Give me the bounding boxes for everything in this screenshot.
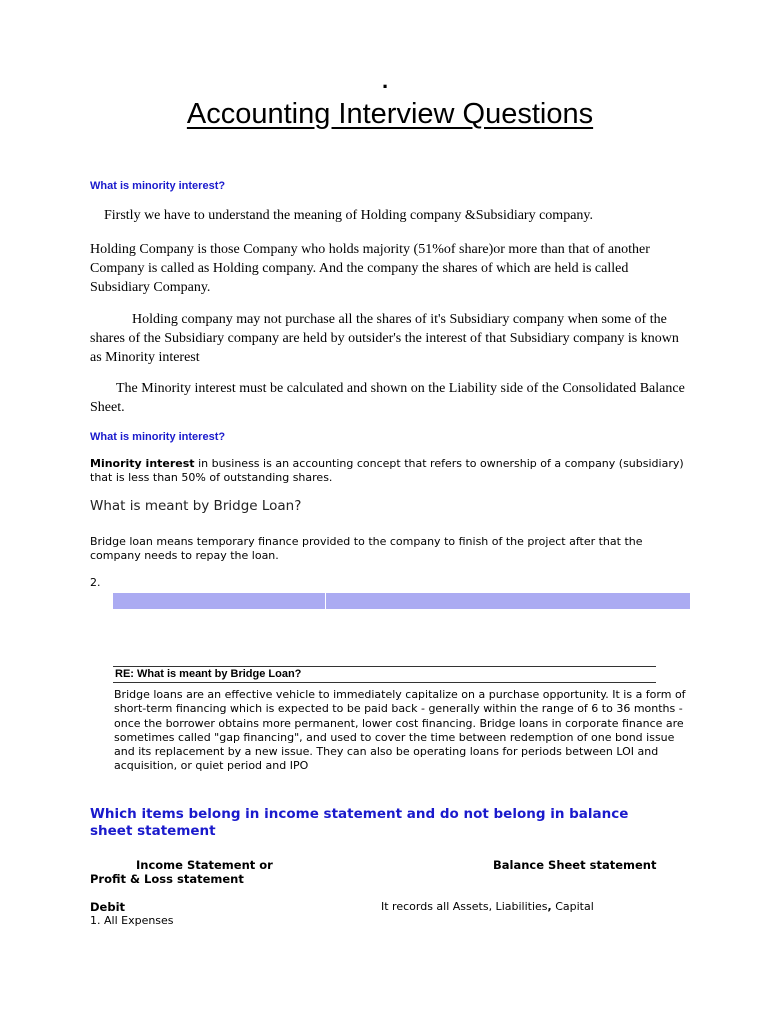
- bridge-loan-heading: What is meant by Bridge Loan?: [90, 498, 302, 514]
- paragraph-minority-interest: Holding company may not purchase all the shares of it's Subsidiary company when some of the shares of the Subsidiary company are held by outsider's the interest of that Subsidiary company is known as Minority interest: [90, 312, 679, 365]
- records-separator: ,: [547, 900, 552, 913]
- paragraph-holding-company: Holding Company is those Company who holds majority (51%of share)or more than that of another Company is called as Holding company. And the company the shares of which are held is called Subsidiary Company.: [90, 242, 650, 295]
- debit-label: Debit: [90, 900, 126, 914]
- records-prefix: It records all Assets, Liabilities: [381, 900, 548, 913]
- minority-interest-definition: [90, 457, 690, 485]
- reply-bottom-rule: [113, 682, 656, 683]
- question-minority-interest-1: What is minority interest?: [90, 180, 226, 192]
- balance-sheet-label: Balance Sheet statement: [493, 858, 657, 872]
- bridge-loan-answer: Bridge loan means temporary finance provided to the company to finish of the project after that the company needs to repay the loan.: [90, 535, 643, 562]
- page-title: Accounting Interview Questions: [186, 98, 594, 130]
- income-statement-label: Income Statement or: [136, 858, 273, 872]
- reply-body: Bridge loans are an effective vehicle to immediately capitalize on a purchase opportunity. It is a form of short-term financing which is expected to be paid back - generally within the range of 6 to 36 months - once the borrower obtains more permanent, lower cost financing. Bridge loans in corporate finance are sometimes called "gap financing", and used to cover the time between redemption of one bond issue and its replacement by a new issue. They can also be operating loans for periods between LOI and acquisition, or quiet period and IPO: [114, 688, 686, 773]
- paragraph-consolidated: The Minority interest must be calculated and shown on the Liability side of the Consolidated Balance Sheet.: [90, 381, 685, 415]
- list-marker: 2.: [90, 576, 101, 589]
- records-suffix: Capital: [551, 900, 594, 913]
- title-dot: .: [382, 68, 389, 93]
- reply-heading: RE: What is meant by Bridge Loan?: [115, 668, 302, 680]
- question-minority-interest-2: What is minority interest?: [90, 431, 226, 443]
- table-header-divider: [325, 593, 326, 609]
- table-header-bar: [113, 593, 690, 609]
- reply-top-rule: [113, 666, 656, 667]
- term-minority-interest: Minority interest: [90, 457, 195, 470]
- expenses-item: 1. All Expenses: [90, 914, 174, 927]
- records-assets-text: [381, 900, 594, 913]
- definition-text: in business is an accounting concept that refers to ownership of a company (subsidiary) that is less than 50% of outstanding shares.: [90, 457, 684, 484]
- question-income-statement: Which items belong in income statement and do not belong in balance sheet statement: [90, 806, 629, 839]
- paragraph-intro: Firstly we have to understand the meaning of Holding company &Subsidiary company.: [104, 208, 594, 223]
- profit-loss-label: Profit & Loss statement: [90, 872, 244, 886]
